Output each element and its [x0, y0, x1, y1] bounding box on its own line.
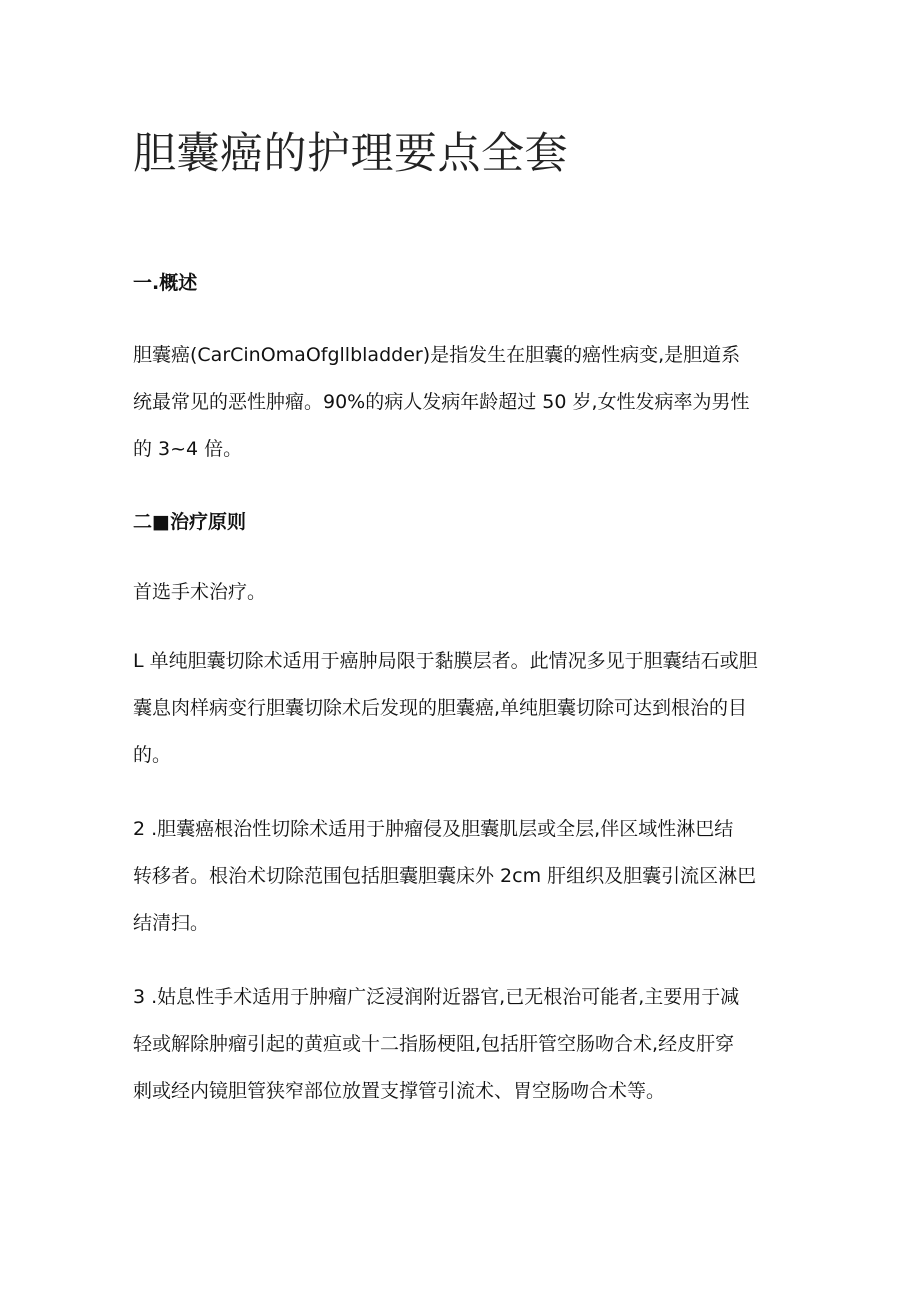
section-heading-treatment: 二■治疗原则 [133, 511, 246, 533]
paragraph-line: 囊息肉样病变行胆囊切除术后发现的胆囊癌,单纯胆囊切除可达到根治的目 [133, 697, 748, 719]
paragraph-line: L 单纯胆囊切除术适用于癌肿局限于黏膜层者。此情况多见于胆囊结石或胆 [133, 650, 758, 672]
document-title: 胆囊癌的护理要点全套 [133, 129, 568, 179]
paragraph-line: 的 3~4 倍。 [133, 438, 243, 460]
paragraph-line: 统最常见的恶性肿瘤。90%的病人发病年龄超过 50 岁,女性发病率为男性 [133, 391, 750, 413]
paragraph-line: 刺或经内镜胆管狭窄部位放置支撑管引流术、胃空肠吻合术等。 [133, 1080, 666, 1102]
paragraph-line: 轻或解除肿瘤引起的黄疸或十二指肠梗阻,包括肝管空肠吻合术,经皮肝穿 [133, 1033, 735, 1055]
paragraph-line: 胆囊癌(CarCinOmaOfgllbladder)是指发生在胆囊的癌性病变,是胆道系 [133, 344, 741, 366]
paragraph-line: 转移者。根治术切除范围包括胆囊胆囊床外 2cm 肝组织及胆囊引流区淋巴 [133, 865, 757, 887]
treatment-intro-paragraph [133, 569, 793, 616]
section-heading-overview: 一.概述 [133, 272, 198, 294]
treatment-item-1 [133, 638, 793, 779]
paragraph-line: 的。 [133, 744, 172, 766]
paragraph-line: 3 .姑息性手术适用于肿瘤广泛浸润附近器官,已无根治可能者,主要用于减 [133, 986, 740, 1008]
paragraph-line: 2 .胆囊癌根治性切除术适用于肿瘤侵及胆囊肌层或全层,伴区域性淋巴结 [133, 818, 734, 840]
paragraph-line: 结清扫。 [133, 912, 210, 934]
treatment-item-2 [133, 806, 793, 947]
overview-paragraph [133, 332, 793, 473]
treatment-item-3 [133, 974, 793, 1115]
paragraph-line: 首选手术治疗。 [133, 581, 267, 603]
